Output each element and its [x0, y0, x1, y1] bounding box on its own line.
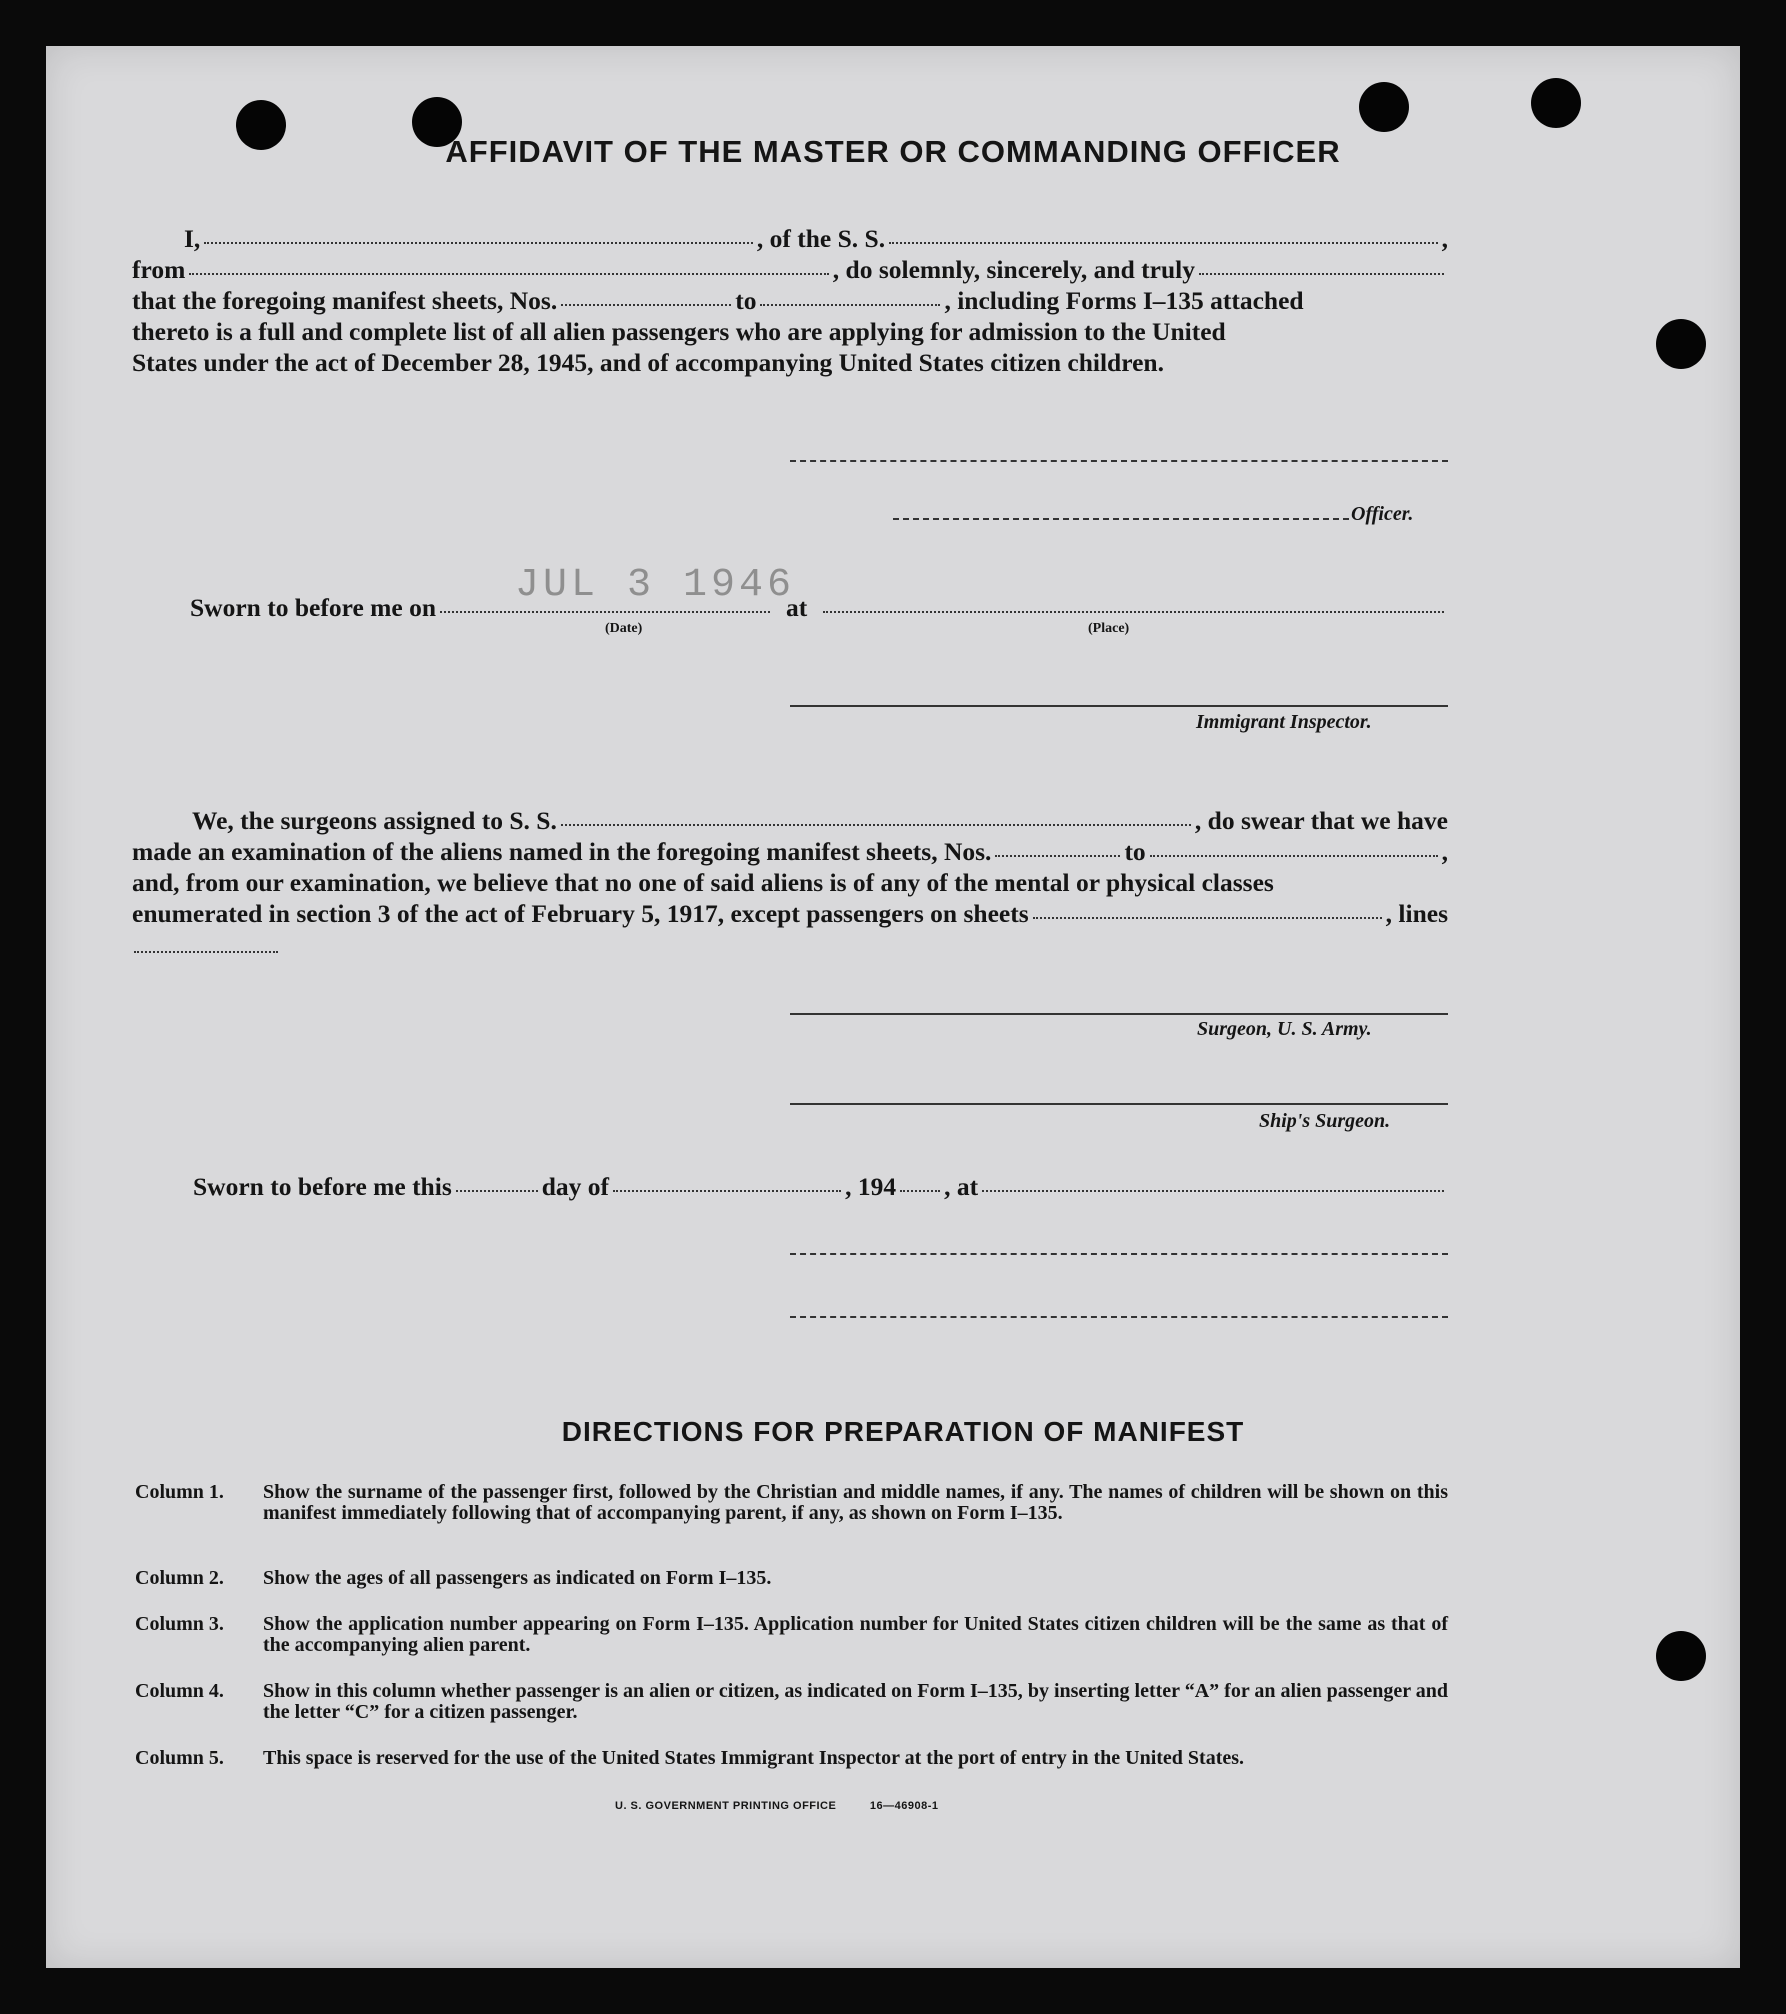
signature-line [790, 1253, 1448, 1255]
directions-title: DIRECTIONS FOR PREPARATION OF MANIFEST [561, 1416, 1245, 1447]
text: , do solemnly, sincerely, and truly [832, 255, 1195, 284]
ship-blank [561, 824, 1191, 826]
day-blank [456, 1190, 538, 1192]
text: Sworn to before me this [193, 1172, 452, 1201]
ship-surgeon-label: Ship's Surgeon. [1259, 1110, 1391, 1132]
text: , including Forms I–135 attached [944, 286, 1304, 315]
place-blank [823, 611, 1444, 613]
punch-hole [1359, 82, 1409, 132]
text: day of [541, 1172, 610, 1201]
text: to [1124, 837, 1146, 866]
text: , of the S. S. [756, 224, 886, 253]
affidavit-title: AFFIDAVIT OF THE MASTER OR COMMANDING OFFICER [445, 134, 1341, 169]
month-blank [613, 1190, 841, 1192]
text: from [132, 255, 186, 284]
text: , at [944, 1172, 979, 1201]
date-blank [440, 611, 770, 613]
text: We, the surgeons assigned to S. S. [192, 806, 557, 835]
column-label: Column 2. [135, 1567, 224, 1589]
column-label: Column 3. [135, 1613, 224, 1635]
text: enumerated in section 3 of the act of February 5, 1917, except passengers on sheets [132, 899, 1029, 928]
text: , [1441, 837, 1448, 866]
column-label: Column 5. [135, 1747, 224, 1769]
surgeons-line-4 [132, 898, 1448, 929]
column-text: Show the surname of the passenger first, followed by the Christian and middle names, if any. The names of children will be shown on this manifest immediately following that of accompanying parent, if any, as shown on Form I–135. [263, 1481, 1448, 1524]
printer-imprint [615, 1800, 939, 1812]
place-caption: (Place) [1088, 621, 1130, 636]
signature-line [790, 1316, 1448, 1318]
army-surgeon-signature-line [790, 1013, 1448, 1015]
from-blank [189, 273, 828, 275]
surgeons-line-3: and, from our examination, we believe that no one of said aliens is of any of the mental or physical classes [132, 868, 1274, 897]
punch-hole [1531, 78, 1581, 128]
master-line-3 [132, 285, 1448, 316]
ship-surgeon-signature-line [790, 1103, 1448, 1105]
ship-blank [889, 242, 1438, 244]
officer-label: Officer. [1351, 503, 1414, 525]
blank [561, 304, 731, 306]
place-blank [982, 1190, 1444, 1192]
army-surgeon-label: Surgeon, U. S. Army. [1197, 1018, 1372, 1040]
surgeons-line-2 [132, 836, 1448, 867]
text: , lines [1385, 899, 1448, 928]
text: to [735, 286, 757, 315]
text: made an examination of the aliens named in the foregoing manifest sheets, Nos. [132, 837, 992, 866]
officer-signature-line [893, 518, 1349, 520]
master-line-5: States under the act of December 28, 1945, and of accompanying United States citizen children. [132, 348, 1164, 377]
column-text: Show in this column whether passenger is an alien or citizen, as indicated on Form I–135, by inserting letter “A” for an alien passenger and the letter “C” for a citizen passenger. [263, 1680, 1448, 1723]
master-line-2 [132, 254, 1448, 285]
inspector-label: Immigrant Inspector. [1196, 711, 1372, 733]
text: at [786, 593, 808, 622]
lines-blank [134, 951, 278, 953]
form-code: 16—46908-1 [869, 1800, 939, 1812]
sworn-line-2 [193, 1171, 1448, 1202]
blank [1199, 273, 1444, 275]
year-blank [900, 1190, 940, 1192]
surgeons-line-1 [132, 805, 1448, 836]
column-text: Show the application number appearing on Form I–135. Application number for United States citizen children will be the same as that of the accompanying alien parent. [263, 1613, 1448, 1656]
sheets-blank [1033, 917, 1382, 919]
direction-item [135, 1482, 1448, 1524]
punch-hole [1656, 319, 1706, 369]
column-label: Column 4. [135, 1680, 224, 1702]
punch-hole [1656, 1631, 1706, 1681]
blank [760, 304, 940, 306]
date-stamp: JUL 3 1946 [515, 563, 796, 608]
text: Sworn to before me on [190, 593, 436, 622]
signature-line [790, 460, 1448, 462]
date-caption: (Date) [605, 621, 643, 636]
column-label: Column 1. [135, 1481, 224, 1503]
blank [995, 855, 1120, 857]
text: I, [184, 224, 201, 253]
printer-name: U. S. GOVERNMENT PRINTING OFFICE [615, 1800, 837, 1812]
text: , do swear that we have [1194, 806, 1448, 835]
column-text: Show the ages of all passengers as indicated on Form I–135. [263, 1567, 772, 1589]
inspector-signature-line [790, 705, 1448, 707]
text: that the foregoing manifest sheets, Nos. [132, 286, 558, 315]
master-line-4: thereto is a full and complete list of all alien passengers who are applying for admission to the United [132, 317, 1226, 346]
blank [1150, 855, 1438, 857]
column-text: This space is reserved for the use of the United States Immigrant Inspector at the port of entry in the United States. [263, 1747, 1245, 1769]
text: , 194 [845, 1172, 897, 1201]
name-blank [204, 242, 753, 244]
sworn-line-1 [190, 592, 1448, 623]
text: , [1441, 224, 1449, 253]
direction-item [135, 1568, 1448, 1589]
direction-item [135, 1681, 1448, 1723]
direction-item [135, 1748, 1448, 1769]
master-line-1 [132, 223, 1448, 254]
direction-item [135, 1614, 1448, 1656]
